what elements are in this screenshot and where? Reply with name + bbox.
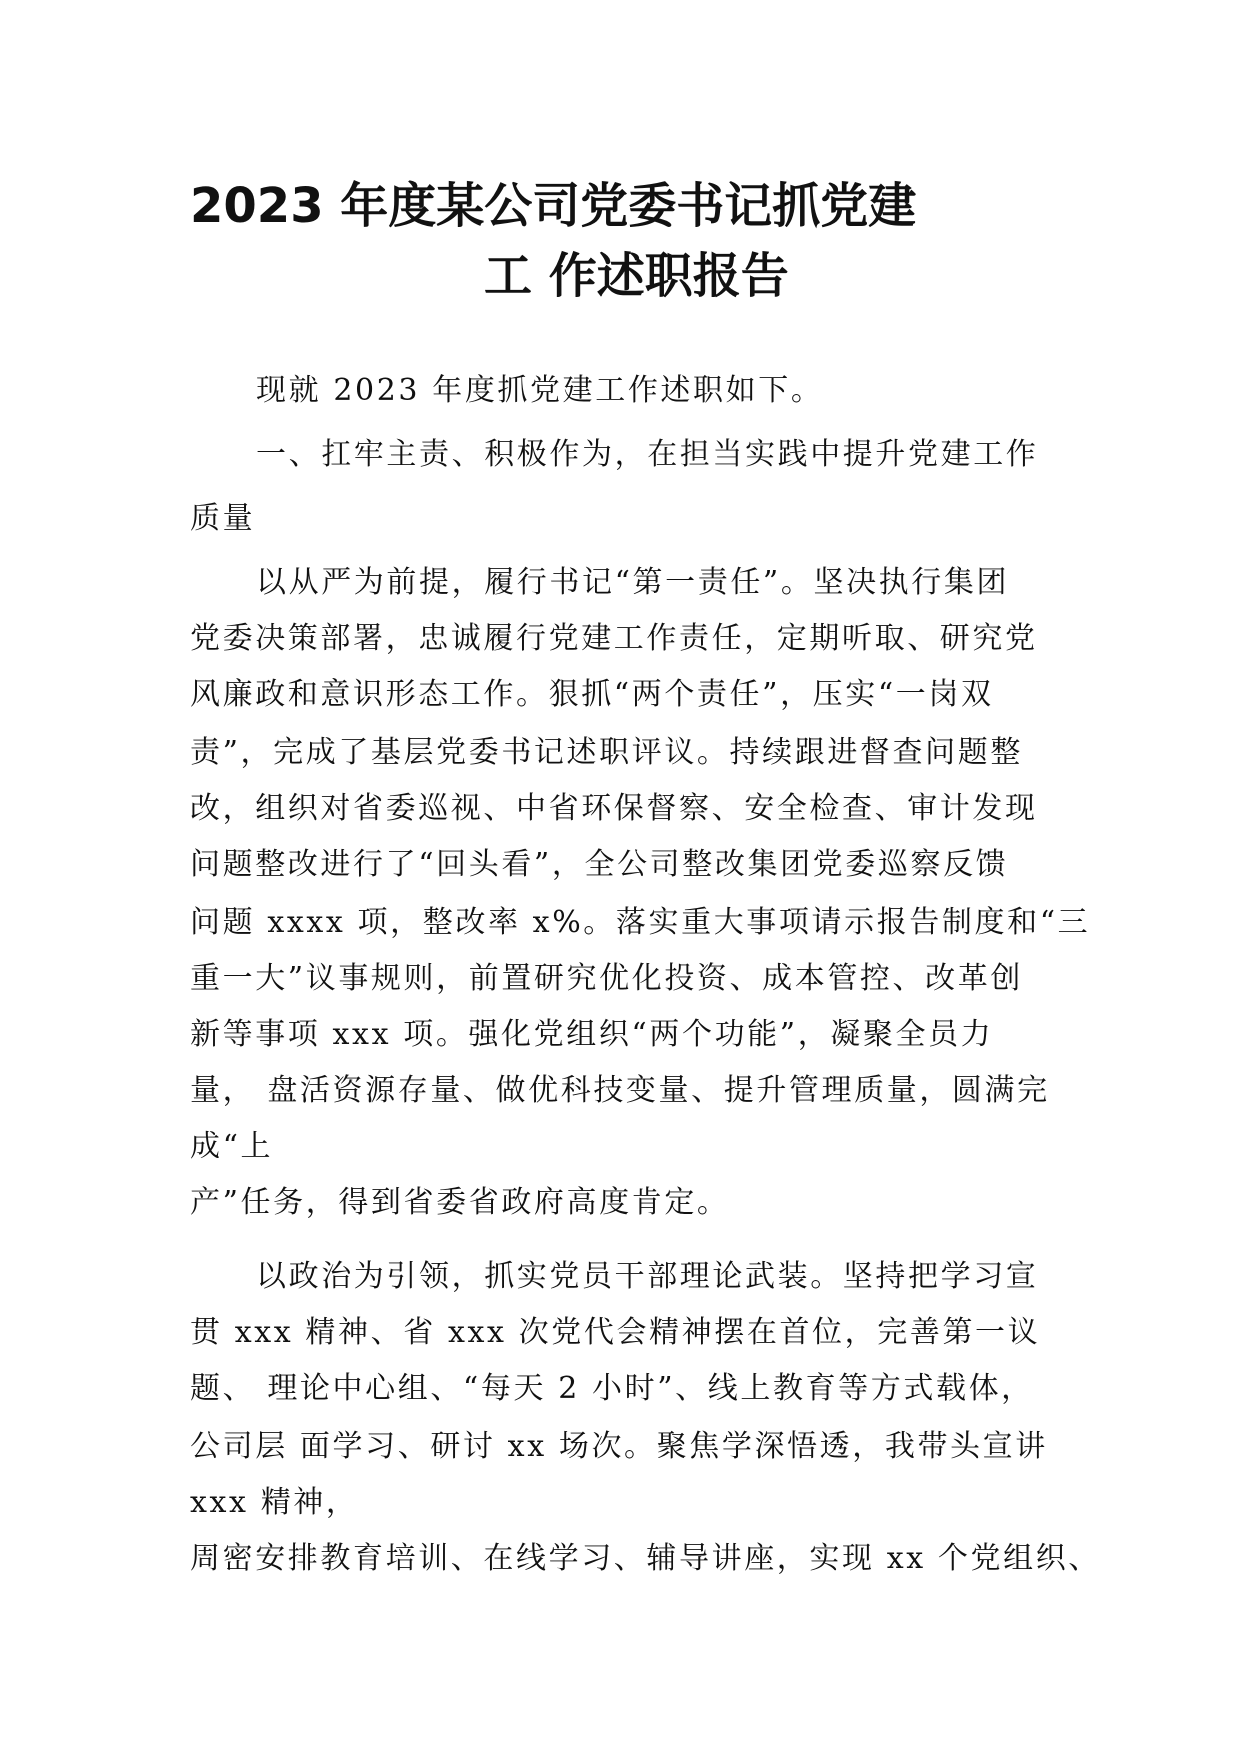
body-line-18: 题、 理论中心组、“每天 2 小时”、线上教育等方式载体， (190, 1371, 1034, 1406)
body-line-9: 问题整改进行了“回头看”，全公司整改集团党委巡察反馈 (190, 847, 1009, 882)
body-line-1: 现就 2023 年度抓党建工作述职如下。 (256, 373, 824, 408)
body-line-20: xxx 精神， (190, 1485, 359, 1520)
body-line-17: 贯 xxx 精神、省 xxx 次党代会精神摆在首位，完善第一议 (190, 1315, 1041, 1350)
body-line-2: 一、扛牢主责、积极作为，在担当实践中提升党建工作 (256, 437, 1039, 472)
body-line-12: 新等事项 xxx 项。强化党组织“两个功能”，凝聚全员力 (190, 1017, 994, 1052)
body-line-6: 风廉政和意识形态工作。狠抓“两个责任”，压实“一岗双 (190, 677, 994, 712)
body-line-8: 改，组织对省委巡视、中省环保督察、安全检查、审计发现 (190, 791, 1038, 826)
body-line-5: 党委决策部署，忠诚履行党建工作责任，定期听取、研究党 (190, 621, 1038, 656)
body-line-14: 成“上 (190, 1129, 274, 1164)
body-line-4: 以从严为前提，履行书记“第一责任”。坚决执行集团 (256, 565, 1010, 600)
document-title-line-1: 2023 年度某公司党委书记抓党建 (190, 178, 917, 234)
body-line-3: 质量 (190, 501, 256, 536)
body-line-7: 责”，完成了基层党委书记述职评议。持续跟进督查问题整 (190, 735, 1023, 770)
document-title-line-2: 工 作述职报告 (484, 248, 789, 304)
body-line-13: 量， 盘活资源存量、做优科技变量、提升管理质量，圆满完 (190, 1073, 1050, 1108)
body-line-15: 产”任务，得到省委省政府高度肯定。 (190, 1185, 730, 1220)
body-line-10: 问题 xxxx 项，整改率 x%。落实重大事项请示报告制度和“三 (190, 905, 1091, 940)
body-line-16: 以政治为引领，抓实党员干部理论武装。坚持把学习宣 (256, 1259, 1039, 1294)
body-line-19: 公司层 面学习、研讨 xx 场次。聚焦学深悟透，我带头宣讲 (190, 1429, 1048, 1464)
body-line-11: 重一大”议事规则，前置研究优化投资、成本管控、改革创 (190, 961, 1023, 996)
body-line-21: 周密安排教育培训、在线学习、辅导讲座，实现 xx 个党组织、 (190, 1541, 1101, 1576)
